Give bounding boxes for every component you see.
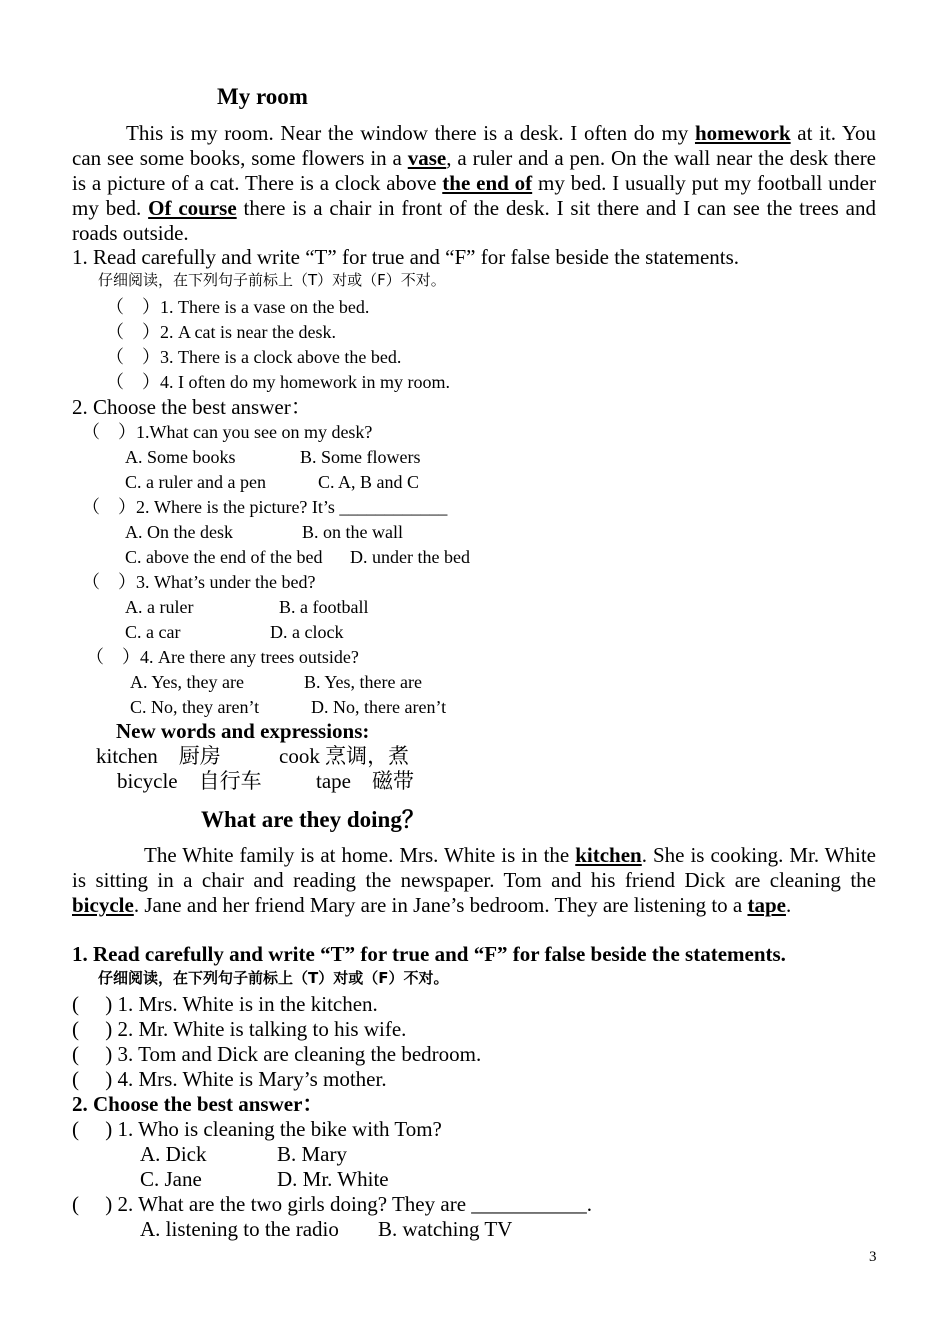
section1-q2-heading: 2. Choose the best answer： xyxy=(72,395,312,419)
vocab-bicycle: bicycle 自行车 xyxy=(117,769,262,793)
section1-mc-4-option-a: A. Yes, they are xyxy=(130,672,244,692)
section2-mc-1-option-a: A. Dick xyxy=(140,1142,207,1166)
vocab-kitchen: kitchen 厨房 xyxy=(96,744,221,768)
keyword-homework: homework xyxy=(694,121,791,145)
keyword-vase: vase xyxy=(407,146,447,170)
section1-title: My room xyxy=(217,84,308,109)
section2-mc-1-option-d: D. Mr. White xyxy=(277,1167,389,1191)
section1-mc-2-option-d: D. under the bed xyxy=(350,547,470,567)
section1-mc-2-option-b: B. on the wall xyxy=(302,522,403,542)
section1-mc-4-question: （ ）4. Are there any trees outside? xyxy=(86,647,359,667)
section1-mc-3-question: （ ）3. What’s under the bed? xyxy=(82,572,316,592)
section2-q2-heading: 2. Choose the best answer： xyxy=(72,1092,324,1116)
section2-q1-heading: 1. Read carefully and write “T” for true and “F” for false beside the statements. xyxy=(72,942,786,966)
keyword-bicycle: bicycle xyxy=(72,893,134,917)
keyword-tape: tape xyxy=(747,893,786,917)
section2-title: What are they doing？ xyxy=(201,807,425,832)
section2-tf-2: ( ) 2. Mr. White is talking to his wife. xyxy=(72,1017,407,1041)
section2-mc-1-option-b: B. Mary xyxy=(277,1142,347,1166)
section1-tf-4: （ ）4. I often do my homework in my room. xyxy=(106,372,450,392)
keyword-of-course: Of course xyxy=(148,196,237,220)
page-number: 3 xyxy=(869,1249,877,1265)
section1-mc-1-option-a: A. Some books xyxy=(125,447,236,467)
section1-mc-1-option-d: C. A, B and C xyxy=(318,472,420,492)
vocab-cook: cook 烹调，煮 xyxy=(279,744,410,768)
section1-tf-1: （ ）1. There is a vase on the bed. xyxy=(106,297,370,317)
section2-tf-3: ( ) 3. Tom and Dick are cleaning the bedroom. xyxy=(72,1042,482,1066)
keyword-the-end-of: the end of xyxy=(442,171,533,195)
keyword-kitchen: kitchen xyxy=(575,843,642,867)
section2-q1-note: 仔细阅读，在下列句子前标上（T）对或（F）不对。 xyxy=(98,969,449,987)
section2-mc-2-option-b: B. watching TV xyxy=(378,1217,513,1241)
vocab-tape: tape 磁带 xyxy=(316,769,414,793)
section1-mc-3-option-d: D. a clock xyxy=(270,622,344,642)
section1-mc-4-option-d: D. No, there aren’t xyxy=(311,697,447,717)
section2-mc-1-option-c: C. Jane xyxy=(140,1167,202,1191)
section2-mc-2-option-a: A. listening to the radio xyxy=(140,1217,339,1241)
section1-mc-2-question: （ ）2. Where is the picture? It’s ____________ xyxy=(82,497,448,517)
section1-tf-2: （ ）2. A cat is near the desk. xyxy=(106,322,336,342)
section1-passage: This is my room. Near the window there is a desk. I often do my homework at it. You can see some books, some flowers in a vase, a ruler and a pen. On the wall near the desk there is a picture of a cat. There is a clock above the end of my bed. I usually put my football under my bed. Of course there is a chair in front of the desk. I sit there and I can see the trees and roads outside. xyxy=(72,121,877,245)
section1-q1-heading: 1. Read carefully and write “T” for true and “F” for false beside the statements. xyxy=(72,245,740,269)
section1-mc-1-option-b: B. Some flowers xyxy=(300,447,421,467)
section1-mc-3-option-a: A. a ruler xyxy=(125,597,194,617)
vocab-heading: New words and expressions: xyxy=(116,719,370,743)
section1-mc-2-option-c: C. above the end of the bed xyxy=(125,547,323,567)
section2-passage: The White family is at home. Mrs. White is in the kitchen. She is cooking. Mr. White is sitting in a chair and reading the newspaper. Tom and his friend Dick are cleaning the bicycle. Jane and her friend Mary are in Jane’s bedroom. They are listening to a tape. xyxy=(72,843,876,917)
section1-mc-4-option-c: C. No, they aren’t xyxy=(130,697,260,717)
section2-mc-2-question: ( ) 2. What are the two girls doing? They are ___________. xyxy=(72,1192,593,1216)
section1-mc-2-option-a: A. On the desk xyxy=(125,522,233,542)
section1-mc-4-option-b: B. Yes, there are xyxy=(304,672,422,692)
section2-mc-1-question: ( ) 1. Who is cleaning the bike with Tom? xyxy=(72,1117,442,1141)
section2-tf-1: ( ) 1. Mrs. White is in the kitchen. xyxy=(72,992,378,1016)
section2-tf-4: ( ) 4. Mrs. White is Mary’s mother. xyxy=(72,1067,387,1091)
section1-mc-1-question: （ ）1.What can you see on my desk? xyxy=(82,422,373,442)
section1-mc-1-option-c: C. a ruler and a pen xyxy=(125,472,266,492)
section1-mc-3-option-b: B. a football xyxy=(279,597,369,617)
section1-mc-3-option-c: C. a car xyxy=(125,622,181,642)
section1-tf-3: （ ）3. There is a clock above the bed. xyxy=(106,347,402,367)
section1-q1-note: 仔细阅读，在下列句子前标上（T）对或（F）不对。 xyxy=(98,271,446,289)
